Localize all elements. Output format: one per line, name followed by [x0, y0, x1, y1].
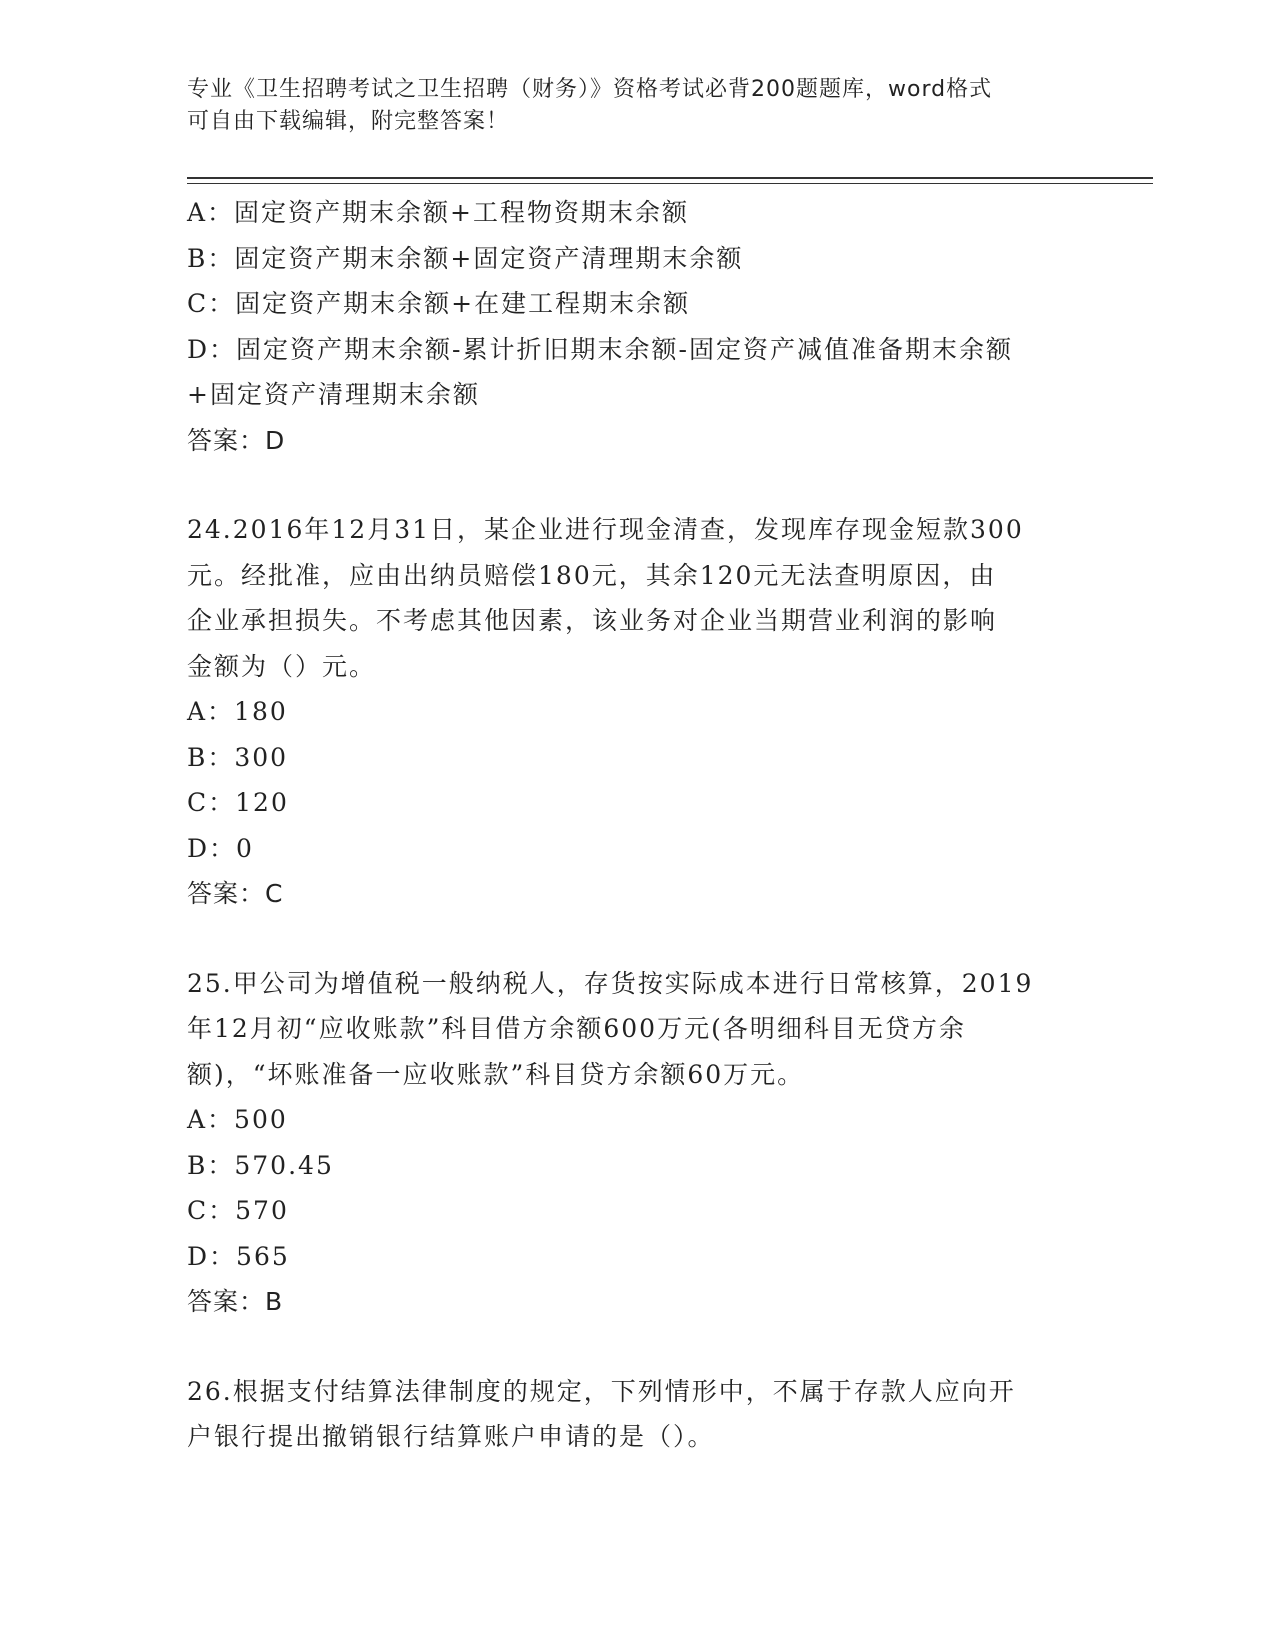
option-c: C：570	[187, 1196, 289, 1225]
question-25-block	[187, 961, 1087, 1325]
answer: 答案：D	[187, 425, 286, 455]
option-a: A：180	[187, 697, 288, 726]
header-line: 专业《卫生招聘考试之卫生招聘（财务）》资格考试必背200题题库，word格式	[187, 77, 993, 102]
option-c: C：固定资产期末余额+在建工程期末余额	[187, 289, 691, 318]
document-body	[187, 190, 1087, 1460]
option-d: D：565	[187, 1241, 290, 1271]
option-b: B：570.45	[187, 1150, 334, 1180]
question-text: 户银行提出撤销银行结算账户申请的是（）。	[187, 1422, 715, 1451]
question-24-block	[187, 507, 1087, 917]
question-23-block	[187, 190, 1087, 463]
header-divider-thin	[187, 183, 1153, 184]
option-d-continued: +固定资产清理期末余额	[187, 380, 480, 409]
option-c: C：120	[187, 788, 289, 817]
document-header	[187, 74, 1067, 138]
option-a: A：500	[187, 1105, 288, 1134]
question-text: 金额为（）元。	[187, 651, 377, 681]
header-line: 可自由下载编辑，附完整答案！	[187, 109, 510, 134]
question-text: 24.2016年12月31日，某企业进行现金清查，发现库存现金短款300	[187, 515, 1024, 544]
question-text: 企业承担损失。不考虑其他因素，该业务对企业当期营业利润的影响	[187, 606, 998, 635]
option-a: A：固定资产期末余额+工程物资期末余额	[187, 198, 690, 227]
option-b: B：300	[187, 742, 289, 772]
option-d: D：0	[187, 833, 254, 863]
question-26-block	[187, 1369, 1087, 1460]
question-text: 25.甲公司为增值税一般纳税人，存货按实际成本进行日常核算，2019	[187, 968, 1034, 998]
answer: 答案：C	[187, 879, 284, 908]
answer: 答案：B	[187, 1287, 284, 1316]
question-text: 26.根据支付结算法律制度的规定，下列情形中，不属于存款人应向开	[187, 1376, 1016, 1406]
option-d: D：固定资产期末余额-累计折旧期末余额-固定资产减值准备期末余额	[187, 334, 1013, 364]
question-text: 额)，“坏账准备一应收账款”科目贷方余额60万元。	[187, 1059, 805, 1089]
header-divider	[187, 177, 1153, 179]
option-b: B：固定资产期末余额+固定资产清理期末余额	[187, 243, 744, 273]
question-text: 元。经批准，应由出纳员赔偿180元，其余120元无法查明原因，由	[187, 560, 997, 590]
question-text: 年12月初“应收账款”科目借方余额600万元(各明细科目无贷方余	[187, 1014, 966, 1043]
